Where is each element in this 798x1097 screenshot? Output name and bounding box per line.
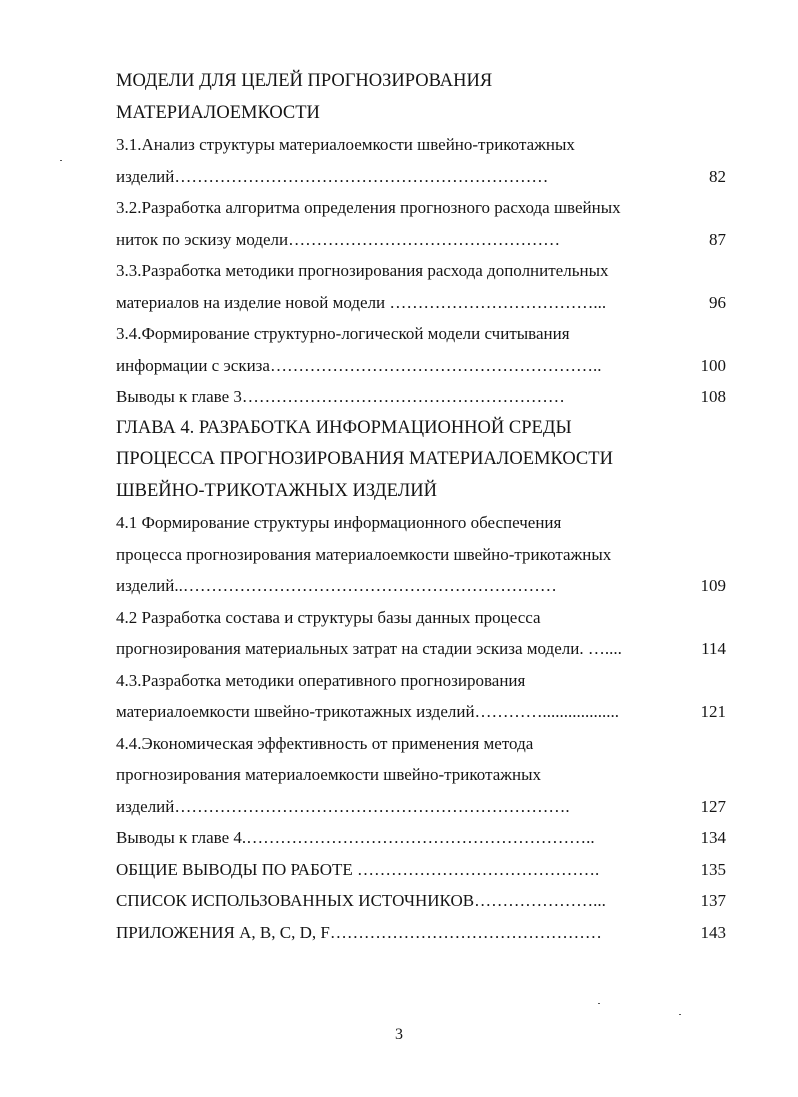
toc-page-number: 135 bbox=[700, 859, 726, 879]
toc-page-number: 96 bbox=[709, 292, 726, 312]
toc-line-text: Выводы к главе 4.…………………………………………………….. bbox=[116, 828, 595, 847]
toc-line bbox=[116, 507, 726, 539]
page-number: 3 bbox=[395, 1026, 403, 1043]
toc-line bbox=[116, 728, 726, 760]
toc-line-text: ПРИЛОЖЕНИЯ А, В, С, D, F………………………………………… bbox=[116, 922, 602, 942]
toc-line-text: прогнозирования материальных затрат на стадии эскиза модели. ….... bbox=[116, 639, 622, 658]
toc-line bbox=[116, 602, 726, 634]
scan-speck bbox=[598, 1003, 600, 1004]
toc-line-text: материалоемкости швейно-трикотажных изделий………….................. bbox=[116, 702, 620, 721]
toc-line bbox=[116, 287, 726, 319]
toc-line bbox=[116, 224, 726, 256]
toc-line bbox=[116, 66, 726, 98]
toc-line-text: 3.2.Разработка алгоритма определения прогнозного расхода швейных bbox=[116, 198, 621, 217]
toc-line-text: ГЛАВА 4. РАЗРАБОТКА ИНФОРМАЦИОННОЙ СРЕДЫ bbox=[116, 417, 572, 438]
toc-line-text: изделий………………………………………………………… bbox=[116, 166, 549, 186]
toc-line-text: Выводы к главе 3………………………………………………… bbox=[116, 387, 565, 406]
toc-line-text: 3.3.Разработка методики прогнозирования расхода дополнительных bbox=[116, 261, 609, 280]
table-of-contents bbox=[116, 66, 726, 948]
toc-page-number: 108 bbox=[700, 387, 726, 406]
toc-page-number: 143 bbox=[700, 922, 726, 942]
toc-line-text: материалов на изделие новой модели ………………………………... bbox=[116, 292, 607, 312]
toc-line-text: 3.1.Анализ структуры материалоемкости швейно-трикотажных bbox=[116, 135, 575, 154]
toc-line-text: ШВЕЙНО-ТРИКОТАЖНЫХ ИЗДЕЛИЙ bbox=[116, 480, 437, 501]
scan-speck bbox=[679, 1014, 681, 1015]
toc-page-number: 134 bbox=[700, 828, 726, 847]
toc-page-number: 109 bbox=[700, 576, 726, 595]
toc-page-number: 121 bbox=[700, 702, 726, 721]
toc-page-number: 87 bbox=[709, 229, 726, 249]
toc-line-text: 3.4.Формирование структурно-логической модели считывания bbox=[116, 324, 570, 343]
toc-page-number: 137 bbox=[700, 891, 726, 910]
toc-line bbox=[116, 791, 726, 823]
toc-line bbox=[116, 759, 726, 791]
toc-line-text: СПИСОК ИСПОЛЬЗОВАННЫХ ИСТОЧНИКОВ…………………... bbox=[116, 891, 606, 910]
toc-line-text: информации с эскиза………………………………………………….. bbox=[116, 355, 602, 375]
toc-line bbox=[116, 318, 726, 350]
toc-line-text: процесса прогнозирования материалоемкости швейно-трикотажных bbox=[116, 544, 612, 564]
toc-line bbox=[116, 570, 726, 602]
toc-line bbox=[116, 98, 726, 130]
toc-line bbox=[116, 633, 726, 665]
toc-line-text: 4.1 Формирование структуры информационного обеспечения bbox=[116, 513, 562, 532]
toc-line bbox=[116, 381, 726, 413]
toc-page-number: 127 bbox=[700, 796, 726, 816]
toc-line-text: изделий……………………………………………………………. bbox=[116, 796, 570, 816]
toc-line bbox=[116, 192, 726, 224]
toc-line-text: изделий..………………………………………………………… bbox=[116, 576, 557, 595]
toc-line bbox=[116, 539, 726, 571]
toc-line-text: МАТЕРИАЛОЕМКОСТИ bbox=[116, 102, 320, 123]
toc-line bbox=[116, 822, 726, 854]
toc-line bbox=[116, 476, 726, 508]
toc-line bbox=[116, 696, 726, 728]
toc-line-text: 4.3.Разработка методики оперативного прогнозирования bbox=[116, 670, 526, 690]
toc-line bbox=[116, 413, 726, 445]
toc-page-number: 82 bbox=[709, 166, 726, 186]
toc-line-text: МОДЕЛИ ДЛЯ ЦЕЛЕЙ ПРОГНОЗИРОВАНИЯ bbox=[116, 71, 493, 91]
toc-line bbox=[116, 129, 726, 161]
toc-line bbox=[116, 161, 726, 193]
toc-line bbox=[116, 885, 726, 917]
toc-page-number: 114 bbox=[701, 639, 726, 658]
toc-line bbox=[116, 350, 726, 382]
toc-line-text: ПРОЦЕССА ПРОГНОЗИРОВАНИЯ МАТЕРИАЛОЕМКОСТИ bbox=[116, 449, 613, 469]
toc-line bbox=[116, 665, 726, 697]
toc-page-number: 100 bbox=[700, 355, 726, 375]
toc-line-text: ниток по эскизу модели………………………………………… bbox=[116, 229, 561, 249]
scan-speck bbox=[60, 160, 62, 161]
toc-line-text: ОБЩИЕ ВЫВОДЫ ПО РАБОТЕ ……………………………………. bbox=[116, 859, 600, 879]
toc-line-text: 4.4.Экономическая эффективность от применения метода bbox=[116, 733, 534, 753]
toc-line bbox=[116, 444, 726, 476]
toc-line bbox=[116, 917, 726, 949]
toc-line-text: 4.2 Разработка состава и структуры базы данных процесса bbox=[116, 607, 541, 627]
toc-line bbox=[116, 255, 726, 287]
toc-line-text: прогнозирования материалоемкости швейно-трикотажных bbox=[116, 765, 542, 784]
toc-line bbox=[116, 854, 726, 886]
